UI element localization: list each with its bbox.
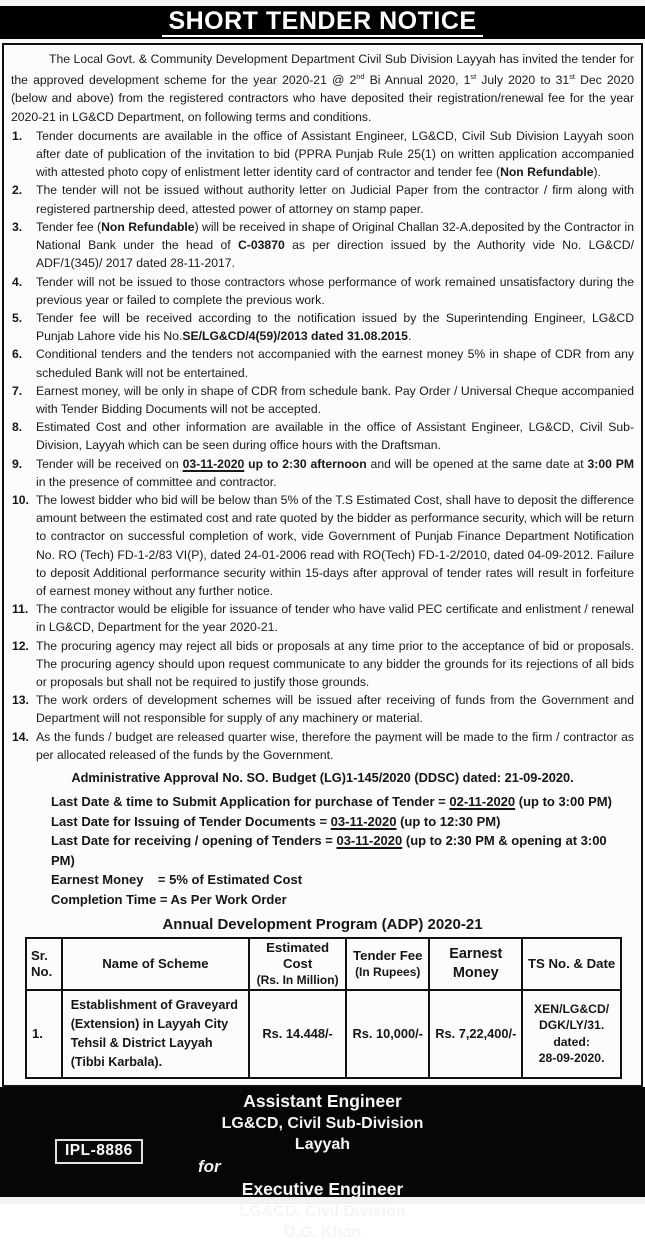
notice-body bbox=[2, 43, 643, 1087]
adp-schemes-table bbox=[25, 937, 622, 1079]
text-segment: as per direction issued by the Authority vide No. LG&CD/ ADF/1(345)/ 2017 dated 28-11-2017. bbox=[36, 238, 634, 271]
cell-tender-fee: Rs. 10,000/- bbox=[346, 990, 429, 1078]
cell-ts-no-date bbox=[522, 990, 621, 1078]
term-text bbox=[36, 637, 634, 692]
term-number: 9. bbox=[12, 456, 23, 471]
header-line: (Rs. In Million) bbox=[256, 972, 339, 987]
tender-schedule-block bbox=[51, 792, 634, 910]
term-number: 13. bbox=[12, 693, 29, 708]
for-label: for bbox=[198, 1156, 221, 1176]
text-segment: Completion Time = As Per Work Order bbox=[51, 891, 287, 907]
ts-line: XEN/LG&CD/ bbox=[534, 1001, 610, 1016]
term-number: 11. bbox=[12, 602, 29, 617]
text-segment: 3:00 PM bbox=[587, 456, 635, 471]
text-segment: The lowest bidder who bid will be below than 5% of the T.S Estimated Cost, shall have to deposit the difference amount between the estimated cost and rate quoted by the bidder as performance security, which will be return to contractor on successful completion of work, vide Government of Punjab Finance Department Notification No. RO (Tech) FD-1-2/83 VI(P), dated 24-01-2006 read with RO(Tech) FD-1-2/2010, dated 04-09-2012. Failure to deposit Additional performance security within 15-days after approval of tender rates will result in forfeiture of earnest money without any further notice. bbox=[36, 492, 634, 598]
table-header bbox=[26, 938, 621, 990]
intro-paragraph bbox=[11, 50, 634, 126]
ts-line: dated: bbox=[553, 1034, 590, 1049]
terms-list bbox=[11, 127, 634, 764]
term-item bbox=[11, 418, 634, 454]
signature-line: Executive Engineer bbox=[241, 1178, 404, 1199]
term-item bbox=[11, 181, 634, 217]
text-segment: 03-11-2020 bbox=[336, 833, 403, 849]
text-segment: ) will be received in shape of Original Challan 32-A.deposited by the Contractor in National Bank under the head of bbox=[36, 219, 634, 253]
term-text bbox=[36, 218, 634, 273]
header-line: Tender Fee bbox=[353, 947, 423, 963]
page-title: SHORT TENDER NOTICE bbox=[162, 8, 482, 37]
cell-earnest-money: Rs. 7,22,400/- bbox=[429, 990, 522, 1078]
text-segment: Non Refundable bbox=[500, 165, 594, 180]
table-column-header bbox=[429, 938, 522, 990]
signature-line: Assistant Engineer bbox=[243, 1090, 402, 1111]
header-line: (In Rupees) bbox=[355, 964, 421, 979]
ts-line: 28-09-2020. bbox=[538, 1051, 605, 1066]
term-item bbox=[11, 491, 634, 600]
header-line: Estimated Cost bbox=[266, 939, 330, 971]
table-column-header bbox=[346, 938, 429, 990]
term-text bbox=[36, 418, 634, 454]
term-text bbox=[36, 382, 634, 418]
text-segment: C-03870 bbox=[238, 238, 285, 253]
term-item bbox=[11, 455, 634, 491]
text-segment: Conditional tenders and the tenders not accompanied with the earnest money 5% in shape of CDR from any scheduled Bank will not be entertained. bbox=[36, 347, 634, 380]
table-body bbox=[26, 990, 621, 1078]
term-item bbox=[11, 382, 634, 418]
term-number: 10. bbox=[12, 492, 29, 507]
term-item bbox=[11, 637, 634, 692]
schedule-line bbox=[51, 890, 634, 910]
text-segment: Dec 2020 (below and above) from the registered contractors who have deposited their registration/renewal fee for the year 2020-21 in LG&CD Department, on following terms and conditions. bbox=[11, 73, 634, 124]
signature-line: LG&CD, Civil Division bbox=[239, 1202, 406, 1220]
text-segment: SE/LG&CD/4(59)/2013 dated 31.08.2015 bbox=[182, 329, 408, 344]
term-item bbox=[11, 127, 634, 182]
signature-line: Layyah bbox=[294, 1135, 351, 1153]
header-line: Money bbox=[452, 964, 499, 981]
text-segment: Last Date for receiving / opening of Tenders = bbox=[51, 833, 337, 849]
table-row bbox=[26, 990, 621, 1078]
executive-engineer-block bbox=[0, 1178, 645, 1243]
text-segment: The tender will not be issued without authority letter on Judicial Paper from the contractor / firm along with registered partnership deed, attested power of attorney on stamp paper. bbox=[36, 183, 634, 216]
text-segment: st bbox=[470, 72, 477, 82]
text-segment: 03-11-2020 bbox=[330, 813, 397, 829]
text-segment: Last Date for Issuing of Tender Documents = bbox=[51, 813, 331, 829]
table-column-header bbox=[62, 938, 249, 990]
table-column-header bbox=[522, 938, 621, 990]
term-number: 2. bbox=[12, 183, 23, 198]
text-segment: Earnest money, will be only in shape of CDR from schedule bank. Pay Order / Universal Cheque accompanied with Tender Bidding Documents will not be accepted. bbox=[36, 383, 634, 416]
cell-estimated-cost: Rs. 14.448/- bbox=[249, 990, 346, 1078]
text-segment: (up to 3:00 PM) bbox=[515, 793, 612, 809]
schedule-line bbox=[51, 812, 634, 832]
cell-sr-no: 1. bbox=[26, 990, 62, 1078]
term-number: 1. bbox=[12, 128, 23, 143]
text-segment: 03-11-2020 bbox=[182, 456, 245, 471]
table-column-header bbox=[26, 938, 62, 990]
text-segment: (up to 2:30 PM & opening at 3:00 PM) bbox=[51, 833, 611, 868]
term-number: 5. bbox=[12, 310, 23, 325]
adp-program-title: Annual Development Program (ADP) 2020-21 bbox=[162, 915, 483, 933]
text-segment: Tender documents are available in the office of Assistant Engineer, LG&CD, Civil Sub Division Layyah soon after date of publication of the invitation to bid (PPRA Punjab Rule 25(1) on written application accompanied with attested photo copy of enlistment letter identity card of contractor and tender fee ( bbox=[36, 128, 634, 180]
term-text bbox=[36, 600, 634, 636]
cell-scheme-name: Establishment of Graveyard (Extension) in Layyah City Tehsil & District Layyah (Tibbi Karbala). bbox=[62, 990, 249, 1078]
text-segment: nd bbox=[356, 72, 365, 82]
header-line: No. bbox=[31, 963, 53, 979]
text-segment: Tender will not be issued to those contractors whose performance of work remained unsatisfactory during the previous year or failed to complete the previous work. bbox=[36, 274, 634, 307]
term-text bbox=[36, 273, 634, 309]
text-segment: The contractor would be eligible for issuance of tender who have valid PEC certificate and enlistment / renewal in LG&CD, Department for the year 2020-21. bbox=[36, 602, 634, 635]
term-number: 6. bbox=[12, 347, 23, 362]
term-text bbox=[36, 127, 634, 182]
title-bar bbox=[0, 6, 645, 39]
term-text bbox=[36, 181, 634, 217]
text-segment: The work orders of development schemes will be issued after receiving of funds from the Government and Department will not responsible for supply of any machinery or material. bbox=[36, 693, 634, 726]
text-segment: The procuring agency may reject all bids or proposals at any time prior to the acceptance of bid or proposals. The procuring agency should upon request communicate to any bidder the grounds for its rejections of all bids or proposals but shall not be required to justify those grounds. bbox=[36, 638, 634, 689]
text-segment: Non Refundable bbox=[101, 219, 195, 234]
text-segment: ). bbox=[593, 165, 601, 180]
term-text bbox=[36, 691, 634, 727]
term-item bbox=[11, 728, 634, 764]
term-text bbox=[36, 455, 634, 491]
term-text bbox=[36, 728, 634, 764]
text-segment: . bbox=[407, 329, 412, 344]
text-segment: and will be opened at the same date at bbox=[366, 456, 588, 471]
text-segment: Tender will be received on bbox=[36, 456, 183, 471]
term-item bbox=[11, 218, 634, 273]
schedule-line bbox=[51, 831, 634, 870]
term-text bbox=[36, 491, 634, 600]
text-segment: Last Date & time to Submit Application for purchase of Tender = bbox=[51, 793, 450, 809]
signature-line: D.G. Khan bbox=[283, 1223, 362, 1241]
ts-line: DGK/LY/31. bbox=[538, 1018, 605, 1033]
text-segment: Administrative Approval No. SO. Budget (LG)1-145/2020 (DDSC) dated: 21-09-2020. bbox=[71, 769, 574, 785]
term-number: 7. bbox=[12, 383, 23, 398]
schedule-line bbox=[51, 792, 634, 812]
term-number: 3. bbox=[12, 219, 23, 234]
header-line: Sr. bbox=[31, 947, 48, 963]
text-segment: As the funds / budget are released quarter wise, therefore the payment will be made to the firm / contractor as per allocated released of the funds by the Government. bbox=[36, 729, 634, 762]
schedule-line bbox=[51, 870, 634, 890]
header-line: Name of Scheme bbox=[102, 955, 209, 971]
ipl-code-badge: IPL-8886 bbox=[55, 1139, 143, 1164]
term-item bbox=[11, 273, 634, 309]
signature-footer bbox=[0, 1087, 645, 1241]
text-segment: The Local Govt. & Community Development Department Civil Sub Division Layyah has invited the tender for the approved development scheme for the year 2020-21 @ 2 bbox=[11, 52, 634, 88]
term-number: 12. bbox=[12, 638, 29, 653]
term-item bbox=[11, 309, 634, 345]
text-segment: Tender fee ( bbox=[36, 219, 102, 234]
table-header-row bbox=[26, 938, 621, 990]
text-segment: in the presence of committee and contractor. bbox=[36, 474, 277, 489]
administrative-approval-line bbox=[11, 769, 634, 786]
text-segment: (up to 12:30 PM) bbox=[396, 813, 501, 829]
text-segment: st bbox=[569, 72, 575, 82]
header-line: TS No. & Date bbox=[528, 955, 616, 971]
text-segment: Bi Annual 2020, 1 bbox=[364, 73, 471, 88]
text-segment: Tender fee will be received according to the notification issued by the Superintending Engineer, LG&CD Punjab Lahore vide his No. bbox=[36, 310, 634, 344]
text-segment: July 2020 to 31 bbox=[476, 73, 570, 88]
term-number: 14. bbox=[12, 729, 29, 744]
term-item bbox=[11, 600, 634, 636]
text-segment: Earnest Money = 5% of Estimated Cost bbox=[51, 872, 303, 888]
text-segment: up to 2:30 afternoon bbox=[248, 456, 367, 471]
term-item bbox=[11, 345, 634, 381]
text-segment: Estimated Cost and other information are available in the office of Assistant Engineer, LG&CD, Civil Sub-Division, Layyah which can be seen during office hours with the Draftsman. bbox=[36, 420, 634, 453]
term-item bbox=[11, 691, 634, 727]
text-segment: 02-11-2020 bbox=[449, 793, 516, 809]
term-number: 8. bbox=[12, 420, 23, 435]
signature-line: LG&CD, Civil Sub-Division bbox=[221, 1114, 424, 1132]
term-text bbox=[36, 309, 634, 345]
table-column-header bbox=[249, 938, 346, 990]
term-text bbox=[36, 345, 634, 381]
term-number: 4. bbox=[12, 274, 23, 289]
header-line: Earnest bbox=[449, 945, 503, 962]
